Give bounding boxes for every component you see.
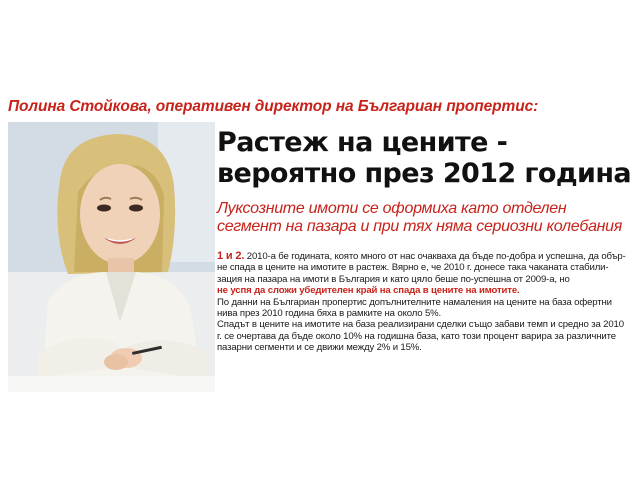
paragraph-3-line-1: Спадът в цените на имотите на база реализирани сделки също забави темп и средно за 2010 [217, 319, 624, 331]
paragraph-1-line-2: не спада в цените на имотите в растеж. Вярно е, че 2010 г. донесе така чаканата стабили- [217, 262, 609, 274]
subhead-line-2: сегмент на пазара и при тях няма сериозни колебания [217, 218, 623, 235]
headline-line-2: вероятно през 2012 година [217, 158, 632, 189]
paragraph-1-emphasis: не успя да сложи убедителен край на спада в цените на имотите. [217, 285, 520, 297]
paragraph-3-line-3: пазарни сегменти и се движи между 2% и 15%. [217, 342, 422, 354]
portrait-photo [8, 122, 215, 392]
paragraph-3 [217, 319, 637, 353]
paragraph-2-line-2: нива през 2010 година бяха в рамките на около 5%. [217, 308, 442, 320]
paragraph-1-line-3: зация на пазара на имоти в България и като цяло беше по-успешна от 2009-а, но [217, 273, 570, 285]
paragraph-1 [217, 251, 637, 297]
article-headline [217, 127, 637, 189]
answer-number-label: 1 и 2. [217, 250, 245, 262]
headline-line-1: Растеж на цените - [217, 127, 508, 158]
subhead-line-1: Луксозните имоти се оформиха като отделен [217, 200, 567, 217]
paragraph-2 [217, 297, 637, 320]
paragraph-2-line-1: По данни на Българиан пропертис допълнителните намаления на цените на база офертни [217, 296, 612, 308]
article-body [217, 251, 637, 354]
portrait-illustration [8, 122, 215, 392]
article-subhead [217, 200, 637, 236]
paragraph-1-line-1 [217, 251, 637, 262]
paragraph-1-line-1-text: 2010-а бе годината, която много от нас очакваха да бъде по-добра и успешна, да обър- [246, 251, 626, 262]
article-kicker: Полина Стойкова, оперативен директор на Българиан пропертис: [8, 98, 539, 115]
paragraph-3-line-2: г. се очертава да бъде около 10% на годишна база, като този процент варира за различните [217, 330, 616, 342]
